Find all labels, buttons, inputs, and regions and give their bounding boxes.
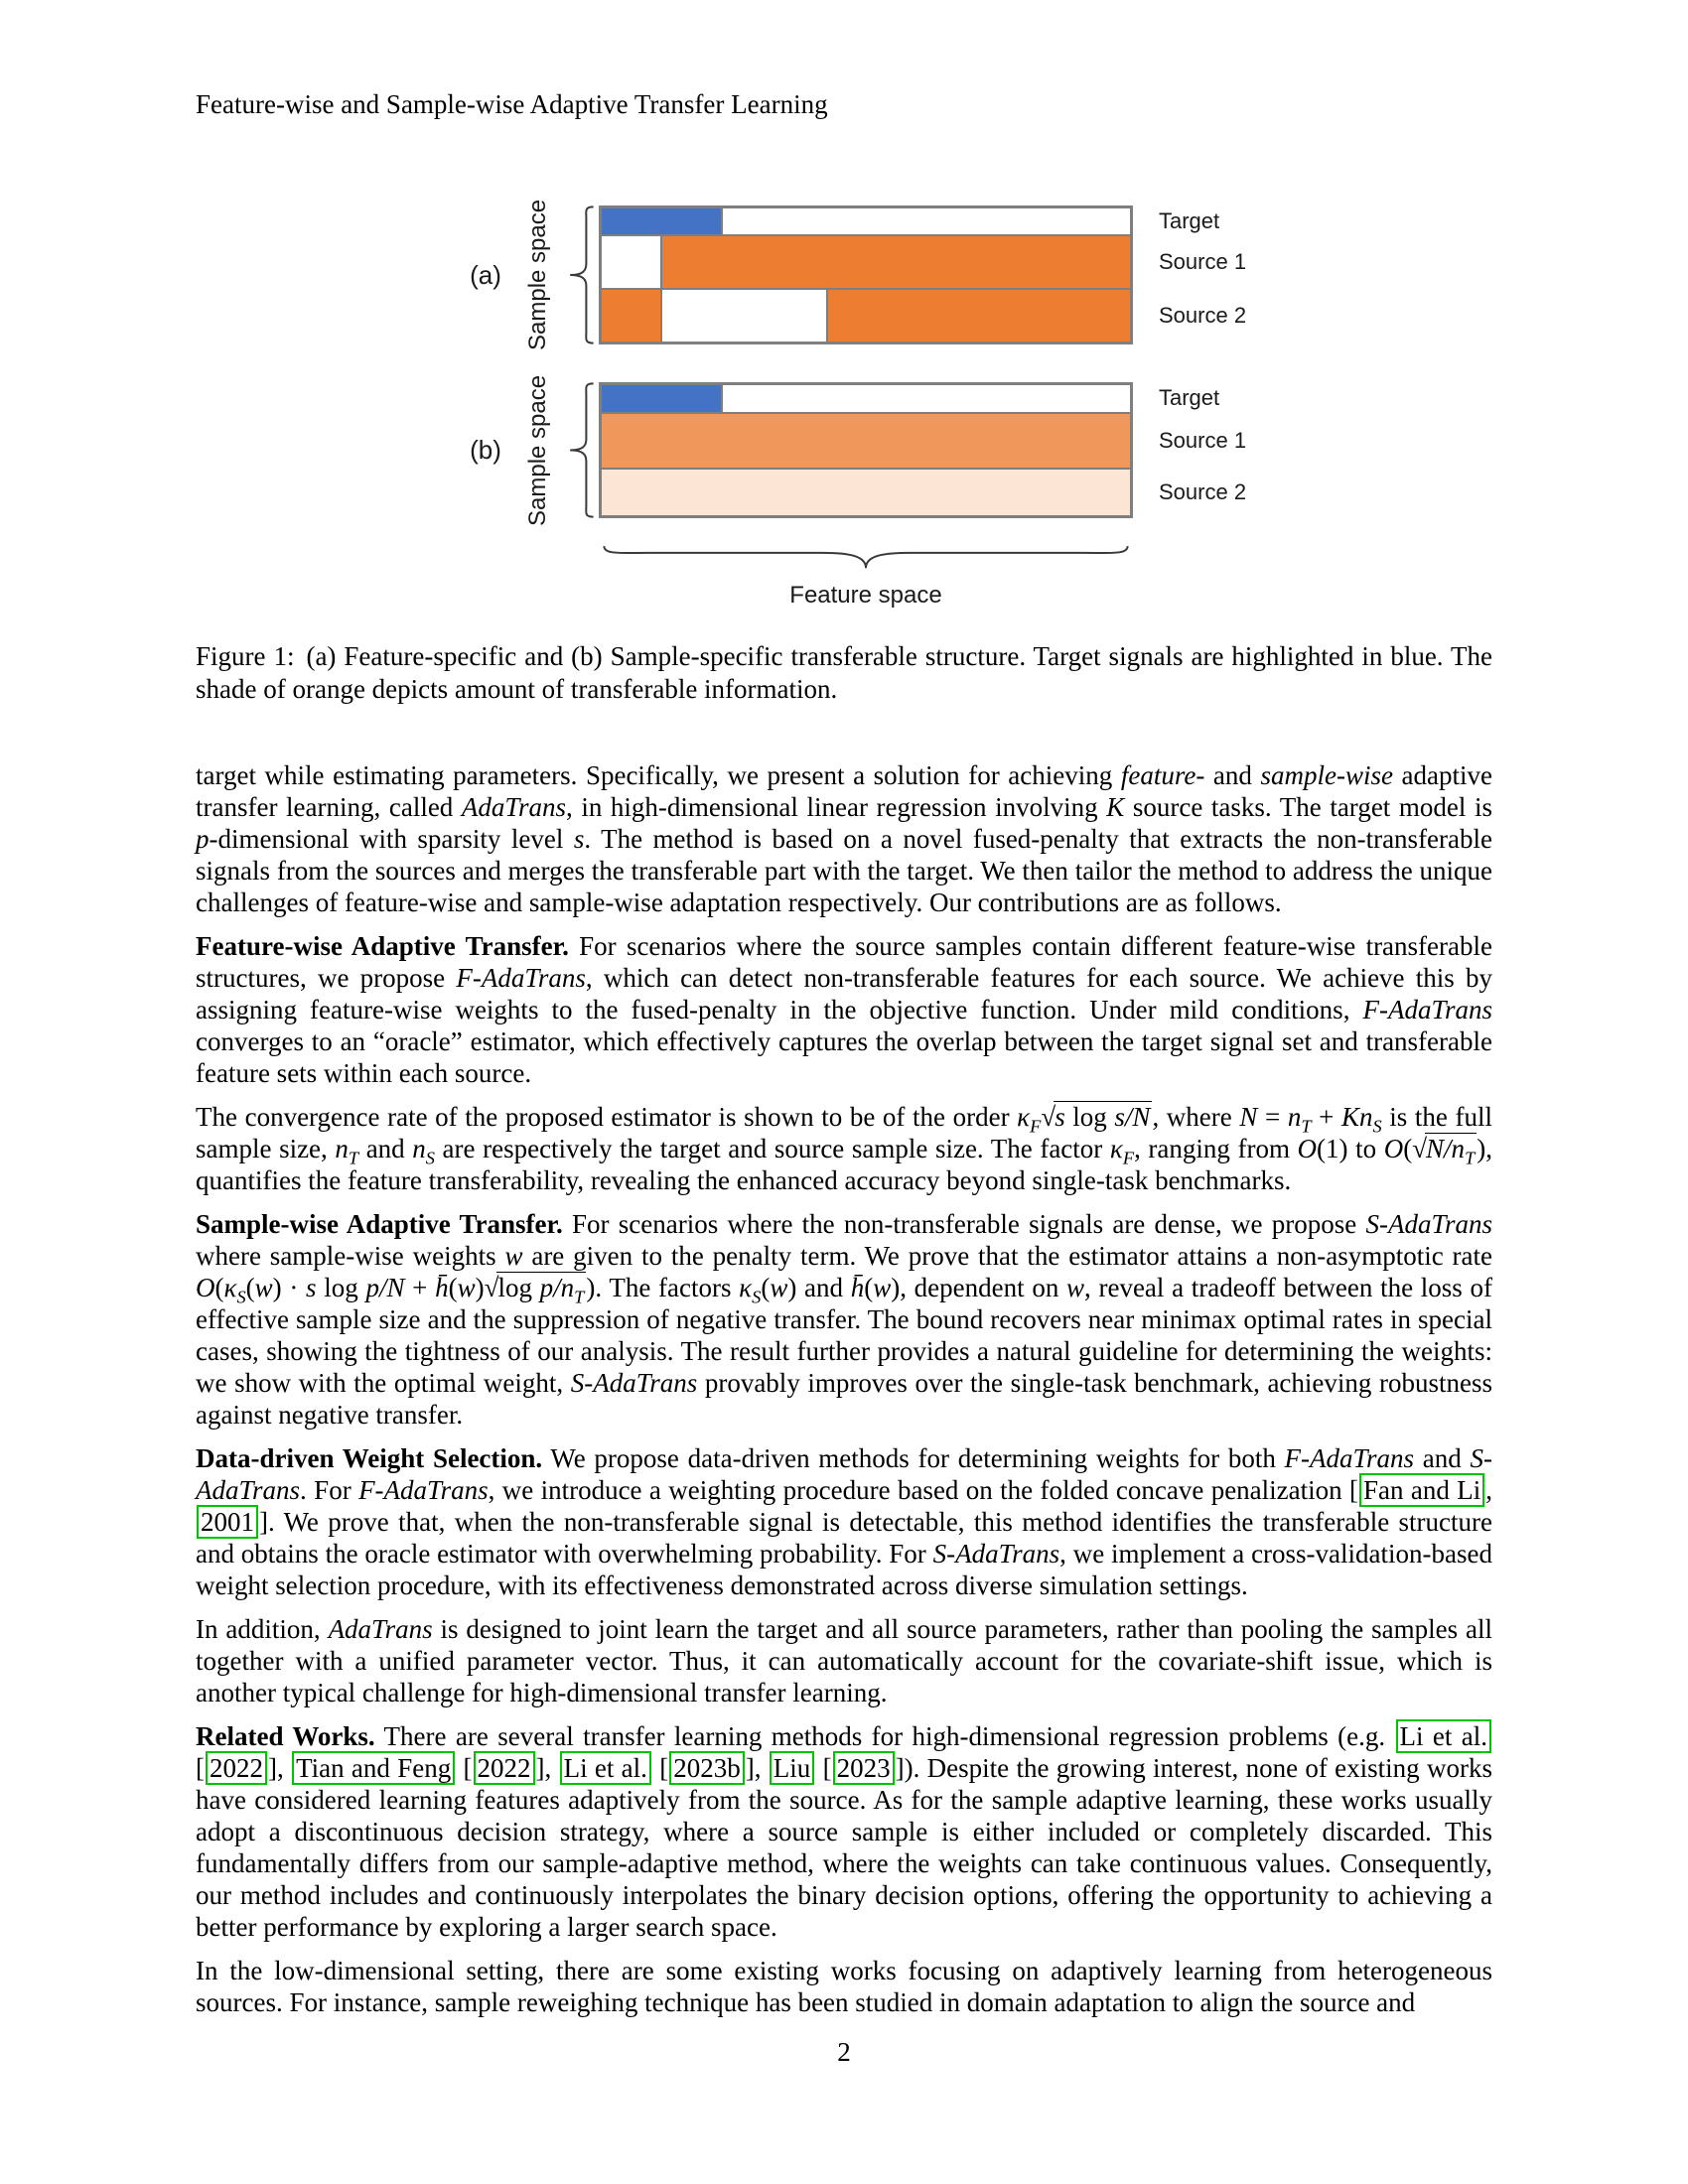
text-segment: (	[245, 1273, 255, 1302]
row-label: Target	[1159, 208, 1220, 234]
paragraph	[196, 1442, 1492, 1601]
feature-space-brace	[599, 541, 1133, 575]
text-segment: For scenarios where the non-transferable signals are dense, we propose	[562, 1209, 1366, 1239]
text-segment: w	[1066, 1273, 1085, 1302]
text-segment: ]). Despite the growing interest, none of existing works have considered learning features adaptively from the source. As for the sample adaptive learning, these works usually adopt a discontinuous decision strategy, where a source sample is either included or completely discarded. This fundamentally differs from our sample-adaptive method, where the weights can take continuous values. Consequently, our method includes and continuously interpolates the binary decision options, offering the opportunity to achieving a better performance by exploring a larger search space.	[196, 1753, 1492, 1942]
text-segment: are given to the penalty term. We prove that the estimator attains a non-asymptotic rate	[522, 1241, 1492, 1271]
paragraph	[196, 1208, 1492, 1431]
feature-space-label: Feature space	[789, 582, 942, 609]
figure-block-blue	[602, 385, 721, 412]
paragraph	[196, 930, 1492, 1089]
text-segment: F-AdaTrans	[1362, 995, 1492, 1024]
math-subscript: S	[752, 1287, 762, 1307]
text-segment: AdaTrans	[328, 1614, 433, 1644]
caption-text: (a) Feature-specific and (b) Sample-specific transferable structure. Target signals are highlighted in blue. The shade of orange depicts amount of transferable information.	[196, 641, 1492, 704]
text-segment: K	[1106, 792, 1125, 822]
paragraph	[196, 1955, 1492, 2018]
figure-block-orange_strong	[660, 236, 1130, 288]
math-subscript: S	[425, 1148, 435, 1168]
text-segment: F-AdaTrans	[456, 963, 586, 993]
text-segment: (	[1403, 1134, 1413, 1163]
text-segment: s	[1055, 1102, 1065, 1132]
text-segment: w	[254, 1273, 273, 1302]
text-segment: N/n	[1426, 1134, 1466, 1163]
citation-link[interactable]: 2023b	[669, 1751, 745, 1785]
sample-space-label: Sample space	[524, 374, 551, 526]
text-segment: target while estimating parameters. Specifically, we present a solution for achieving	[196, 760, 1121, 790]
row-label: Source 2	[1159, 478, 1247, 504]
text-segment: F-AdaTrans	[358, 1475, 489, 1505]
text-segment: log	[1064, 1102, 1115, 1132]
figure-panel-a	[458, 199, 1247, 351]
text-segment: AdaTrans	[461, 792, 566, 822]
text-segment: ],	[268, 1753, 292, 1783]
text-segment: , we introduce a weighting procedure based on the folded concave penalization [	[488, 1475, 1359, 1505]
text-segment: n	[1287, 1102, 1302, 1132]
text-segment: -dimensional with sparsity level	[209, 824, 574, 854]
text-segment: (	[864, 1273, 874, 1302]
panel-a-tag: (a)	[470, 259, 501, 290]
radical-sign: √	[1412, 1134, 1428, 1163]
text-segment: κ	[1017, 1102, 1031, 1132]
text-segment: [	[815, 1753, 832, 1783]
row-label: Source 2	[1159, 302, 1247, 328]
text-segment: For scenarios where the source samples contain different feature-wise transferable structures, we propose	[196, 931, 1492, 993]
figure-row	[602, 385, 1220, 412]
math-sqrt	[484, 1273, 587, 1307]
text-segment: ],	[535, 1753, 559, 1783]
text-segment: and	[358, 1134, 413, 1163]
text-segment: (1) to	[1317, 1134, 1384, 1163]
text-segment: Related Works.	[196, 1721, 375, 1751]
text-segment: [	[651, 1753, 669, 1783]
text-segment: (	[761, 1273, 771, 1302]
row-label: Target	[1159, 385, 1220, 411]
citation-link[interactable]: Liu	[770, 1751, 815, 1785]
row-label: Source 1	[1159, 427, 1247, 453]
citation-link[interactable]: 2023	[833, 1751, 895, 1785]
text-segment: feature-	[1120, 760, 1205, 790]
text-segment: and	[1414, 1443, 1471, 1473]
math-subscript: T	[1465, 1148, 1476, 1168]
text-segment: h̄	[850, 1273, 865, 1302]
citation-link[interactable]: Fan and Li	[1359, 1473, 1484, 1507]
citation-link[interactable]: 2022	[474, 1751, 535, 1785]
text-segment: The convergence rate of the proposed estimator is shown to be of the order	[196, 1102, 1018, 1132]
figure-block-white	[660, 290, 827, 341]
math-subscript: T	[1301, 1116, 1312, 1137]
text-segment: F-AdaTrans	[1284, 1443, 1415, 1473]
text-segment: κ	[223, 1273, 237, 1302]
math-subscript: F	[1122, 1148, 1135, 1168]
text-segment: Feature-wise Adaptive Transfer.	[196, 931, 569, 961]
text-segment: ],	[745, 1753, 769, 1783]
text-segment: s	[573, 824, 585, 854]
text-segment: S-AdaTrans	[570, 1368, 698, 1398]
text-segment: S-AdaTrans	[932, 1539, 1060, 1569]
math-subscript: T	[574, 1287, 585, 1307]
text-segment: κ	[739, 1273, 753, 1302]
math-sqrt	[1041, 1102, 1152, 1132]
text-segment: n	[335, 1134, 349, 1163]
text-segment: w	[504, 1241, 523, 1271]
math-sqrt	[1412, 1134, 1477, 1168]
running-title: Feature-wise and Sample-wise Adaptive Transfer Learning	[196, 89, 828, 119]
sample-space-brace	[563, 382, 599, 518]
text-segment: In addition,	[196, 1614, 329, 1644]
paragraph	[196, 759, 1492, 918]
math-subscript: S	[1372, 1116, 1382, 1137]
text-segment: ), quantifies the feature transferability, revealing the enhanced accuracy beyond single-task benchmarks.	[196, 1134, 1493, 1195]
math-subscript: F	[1030, 1116, 1042, 1137]
figure-caption	[196, 640, 1492, 706]
text-segment: , which can detect non-transferable features for each source. We achieve this by assigning feature-wise weights to the fused-penalty in the objective function. Under mild conditions,	[196, 963, 1492, 1024]
math-subscript: T	[348, 1148, 359, 1168]
math-subscript: S	[236, 1287, 246, 1307]
radicand	[1054, 1101, 1152, 1132]
text-segment: We propose data-driven methods for determining weights for both	[542, 1443, 1285, 1473]
text-segment: ]. We prove that, when the non-transferable signal is detectable, this method identifies the transferable structure and obtains the oracle estimator with overwhelming probability. For	[196, 1507, 1492, 1569]
figure-block-orange_strong	[602, 290, 660, 341]
text-segment: ) ·	[272, 1273, 307, 1302]
paragraph	[196, 1101, 1492, 1196]
text-segment: In the low-dimensional setting, there are some existing works focusing on adaptively learning from heterogeneous sources. For instance, sample reweighing technique has been studied in domain adaptation to align the source and	[196, 1956, 1492, 2017]
text-segment: w	[770, 1273, 788, 1302]
body-text	[196, 759, 1492, 2030]
text-segment: . For	[300, 1475, 359, 1505]
figure-block-white	[602, 236, 660, 288]
figure-block-orange_pale	[602, 470, 1130, 515]
radicand	[496, 1272, 586, 1307]
text-segment: p/N	[365, 1273, 405, 1302]
text-segment: (	[448, 1273, 458, 1302]
text-segment: are respectively the target and source sample size. The factor	[434, 1134, 1110, 1163]
text-segment: is designed to joint learn the target and all source parameters, rather than pooling the samples all together with a unified parameter vector. Thus, it can automatically account for the covariate-shift issue, which is another typical challenge for high-dimensional transfer learning.	[196, 1614, 1492, 1707]
text-segment: , ranging from	[1134, 1134, 1298, 1163]
text-segment: ,	[1485, 1475, 1492, 1505]
caption-label: Figure 1:	[196, 641, 295, 671]
citation-link[interactable]: 2001	[197, 1505, 258, 1539]
citation-link[interactable]: Li et al.	[1396, 1719, 1492, 1753]
text-segment: ). The factors	[586, 1273, 740, 1302]
text-segment: p/n	[539, 1273, 575, 1302]
text-segment: , in high-dimensional linear regression involving	[565, 792, 1107, 822]
text-segment: provably improves over the single-task benchmark, achieving robustness against negative transfer.	[196, 1368, 1492, 1430]
radical-sign: √	[484, 1273, 499, 1302]
figure-block-orange_medium	[602, 414, 1130, 468]
text-segment: S-AdaTrans	[196, 1443, 1493, 1505]
text-segment: . The method is based on a novel fused-penalty that extracts the non-transferable signals from the sources and merges the transferable part with the target. We then tailor the method to address the unique challenges of feature-wise and sample-wise adaptation respectively. Our contributions are as follows.	[196, 824, 1493, 917]
text-segment: w	[873, 1273, 892, 1302]
text-segment: )	[475, 1273, 485, 1302]
text-segment: w	[457, 1273, 476, 1302]
text-segment: O	[196, 1273, 215, 1302]
text-segment: [	[456, 1753, 473, 1783]
text-segment: log	[316, 1273, 366, 1302]
text-segment: adaptive transfer learning, called	[196, 760, 1493, 822]
text-segment: , where	[1152, 1102, 1240, 1132]
panel-b-grid	[599, 382, 1247, 518]
text-segment: S-AdaTrans	[1365, 1209, 1492, 1239]
text-segment: source tasks. The target model is	[1124, 792, 1492, 822]
panel-a-grid	[599, 205, 1247, 344]
citation-link[interactable]: Tian and Feng	[292, 1751, 455, 1785]
figure-block-orange_strong	[826, 290, 1130, 341]
text-segment: O	[1383, 1134, 1404, 1163]
text-segment: sample-wise	[1260, 760, 1393, 790]
text-segment: s	[306, 1273, 317, 1302]
citation-link[interactable]: 2022	[206, 1751, 267, 1785]
page-number: 2	[837, 2037, 851, 2067]
figure-panel-b	[458, 374, 1247, 526]
figure-block-blue	[602, 208, 721, 234]
text-segment: log	[497, 1273, 540, 1302]
text-segment: p	[196, 824, 210, 854]
radical-sign: √	[1041, 1102, 1056, 1132]
text-segment: converges to an “oracle” estimator, which effectively captures the overlap between the target signal set and transferable feature sets within each source.	[196, 1026, 1492, 1088]
text-segment: , reveal a tradeoff between the loss of effective sample size and the suppression of negative transfer. The bound recovers near minimax optimal rates in special cases, showing the tightness of our analysis. The result further provides a natural guideline for determining the weights: we show with the optimal weight,	[196, 1273, 1492, 1398]
text-segment: Data-driven Weight Selection.	[196, 1443, 543, 1473]
figure-row	[602, 288, 1247, 341]
text-segment: ) and	[787, 1273, 851, 1302]
text-segment: +	[1311, 1102, 1341, 1132]
row-label: Source 1	[1159, 248, 1247, 274]
figure-1	[458, 199, 1550, 635]
sample-space-label: Sample space	[524, 199, 551, 351]
figure-row	[602, 412, 1247, 468]
text-segment: There are several transfer learning methods for high-dimensional regression problems (e.g.	[374, 1721, 1395, 1751]
text-segment: and	[1204, 760, 1261, 790]
text-segment: Sample-wise Adaptive Transfer.	[196, 1209, 563, 1239]
text-segment: +	[404, 1273, 436, 1302]
text-segment: Kn	[1340, 1102, 1373, 1132]
sample-space-brace	[563, 205, 599, 344]
text-segment: n	[412, 1134, 426, 1163]
paragraph	[196, 1613, 1492, 1708]
text-segment: O	[1297, 1134, 1318, 1163]
figure-row	[602, 468, 1247, 515]
figure-row	[602, 234, 1247, 288]
figure-block-white	[721, 385, 1130, 412]
text-segment: , we implement a cross-validation-based weight selection procedure, with its effectiveness demonstrated across diverse simulation settings.	[196, 1539, 1492, 1600]
radicand	[1425, 1133, 1477, 1168]
citation-link[interactable]: Li et al.	[560, 1751, 651, 1785]
text-segment: (	[214, 1273, 224, 1302]
figure-block-white	[721, 208, 1130, 234]
text-segment: ), dependent on	[891, 1273, 1067, 1302]
text-segment: [	[196, 1753, 205, 1783]
panel-b-tag: (b)	[470, 435, 501, 465]
text-segment: κ	[1109, 1134, 1123, 1163]
text-segment: is the full sample size,	[196, 1102, 1492, 1163]
text-segment: h̄	[435, 1273, 449, 1302]
text-segment: s/N	[1114, 1102, 1151, 1132]
text-segment: =	[1257, 1102, 1288, 1132]
figure-row	[602, 208, 1220, 234]
paragraph	[196, 1720, 1492, 1943]
text-segment: where sample-wise weights	[196, 1241, 505, 1271]
text-segment: N	[1239, 1102, 1258, 1132]
